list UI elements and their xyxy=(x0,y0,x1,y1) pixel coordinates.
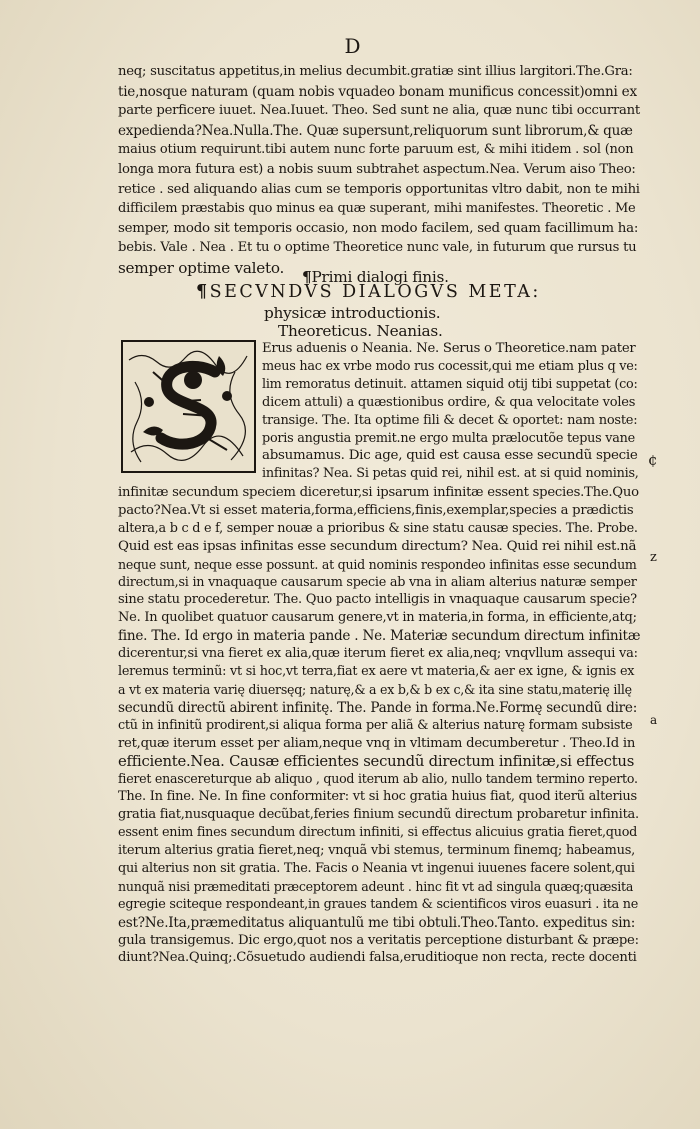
interlocutors: Theoreticus. Neanias. xyxy=(278,322,443,340)
text-line: directum,si in vnaquaque causarum specie ab vna in aliam alterius naturæ semper xyxy=(118,574,637,590)
text-line: fine. The. Id ergo in materia pande . Ne. Materiæ secundum directum infinitæ xyxy=(118,628,641,645)
text-line: meus hac ex vrbe modo rus cocessit,qui me etiam plus q ve: xyxy=(262,358,638,374)
text-line: tie,nosque naturam (quam nobis vquadeo bonam munificus concessit)omni ex xyxy=(118,83,637,100)
decorated-initial-s xyxy=(121,340,256,473)
text-line: iterum alterius gratia fieret,neq; vnquã vbi stemus, terminum finemq; habeamus, xyxy=(118,843,636,858)
text-line: altera,a b c d e f, semper nouæ a prioribus & sine statu causæ species. The. Probe. xyxy=(118,520,638,536)
text-line: semper optime valeto. xyxy=(118,259,285,277)
pilcrow-icon: ¶ xyxy=(196,282,210,302)
text-line: essent enim fines secundum directum infiniti, si effectus alicuius gratia fieret,quod xyxy=(118,825,638,841)
text-line: nunquã nisi præmeditati præceptorem adeunt . hinc fit vt ad singula quæq;quæsita xyxy=(118,878,634,894)
text-line: longa mora futura est) a nobis suum subtrahet aspectum.Nea. Verum aiso Theo: xyxy=(118,162,636,177)
text-line: secundũ directũ abirent infinitę. The. Pande in forma.Ne.Formę secundũ dire: xyxy=(118,699,638,716)
text-line: gula transigemus. Dic ergo,quot nos a veritatis perceptione disturbant & præpe: xyxy=(118,932,639,948)
text-line: efficiente.Nea. Causæ efficientes secundũ directum infinitæ,si effectus xyxy=(118,752,635,770)
margin-mark: z xyxy=(650,550,657,565)
text-line: difficilem præstabis quo minus ea quæ superant, mihi manifestes. Theoretic . Me xyxy=(118,201,636,217)
text-line: retice . sed aliquando alias cum se temporis opportunitas vltro dabit, non te mihi xyxy=(118,181,640,197)
text-line: Erus aduenis o Neania. Ne. Serus o Theoretice.nam pater xyxy=(262,341,636,356)
text-line: pacto?Nea.Vt si esset materia,forma,efficiens,finis,exemplar,species a prædictis xyxy=(118,502,634,518)
margin-mark: a xyxy=(650,713,658,727)
text-line: Ne. In quolibet quatuor causarum genere,vt in materia,in forma, in efficiente,atq; xyxy=(118,610,637,626)
text-line: Quid est eas ipsas infinitas esse secundum directum? Nea. Quid rei nihil est.nã xyxy=(118,538,637,554)
text-line: fieret enascereturque ab aliquo , quod iterum ab alio, nullo tandem termino reperto. xyxy=(118,771,638,787)
text-line: egregie sciteque respondeant,in graues tandem & scientificos viros euasuri . ita ne xyxy=(118,896,639,912)
text-line: ret,quæ iterum esset per aliam,neque vnq in vltimam decumberetur . Theo.Id in xyxy=(118,735,636,751)
text-line: qui alterius non sit gratia. The. Facis o Neania vt ingenui iuuenes facere solent,qui xyxy=(118,860,635,876)
text-line: bebis. Vale . Nea . Et tu o optime Theoretice nunc vale, in futurum que rursus tu xyxy=(118,240,637,256)
text-line: gratia fiat,nusquaque decũbat,feries finium secundũ directum probaretur infinita. xyxy=(118,807,639,823)
text-line: sine statu procederetur. The. Quo pacto intelligis in vnaquaque causarum specie? xyxy=(118,592,637,608)
end-note: ¶Primi dialogi finis. xyxy=(302,268,449,286)
text-line: expedienda?Nea.Nulla.The. Quæ supersunt,reliquorum sunt librorum,& quæ xyxy=(118,122,633,139)
text-line: neq; suscitatus appetitus,in melius decumbit.gratiæ sint illius largitori.The.Gra: xyxy=(118,64,633,79)
pilcrow-icon: ¶ xyxy=(302,268,312,286)
text-line: infinitæ secundum speciem diceretur,si ipsarum infinitæ essent species.The.Quo xyxy=(118,485,639,500)
text-line: dicem attuli) a quæstionibus ordire, & qua velocitate voles xyxy=(262,394,636,410)
woodcut-initial-icon xyxy=(123,342,254,471)
text-line: dicerentur,si vna fieret ex alia,quæ iterum fieret ex alia,neq; vnqvllum assequi va: xyxy=(118,646,638,662)
text-line: neque sunt, neque esse possunt. at quid nominis respondeo infinitas esse secundum xyxy=(118,556,637,572)
text-line: parte perficere iuuet. Nea.Iuuet. Theo. Sed sunt ne alia, quæ nunc tibi occurrant xyxy=(118,103,640,119)
text-line: semper, modo sit temporis occasio, non modo facilem, sed quam facillimum ha: xyxy=(118,220,639,236)
text-line: poris angustia premit.ne ergo multa prælocutõe tepus vane xyxy=(262,430,635,446)
text-line: lim remoratus detinuit. attamen siquid otij tibi suppetat (co: xyxy=(262,376,638,392)
section-subheading: physicæ introductionis. xyxy=(264,304,441,322)
text-line: est?Ne.Ita,præmeditatus aliquantulũ me tibi obtuli.Theo.Tanto. expeditus sin: xyxy=(118,914,636,931)
text-line: absumamus. Dic age, quid est causa esse secundũ specie xyxy=(262,448,638,464)
text-line: a vt ex materia varię diuersęq; naturę,& a ex b,& b ex c,& ita sine statu,materię illę xyxy=(118,681,632,697)
section-heading: ¶SECVNDVS DIALOGVS META: xyxy=(196,282,541,302)
text-line: diunt?Nea.Quinq;.Cõsuetudo audiendi falsa,eruditioque non recta, recte docenti xyxy=(118,950,637,966)
text-line: ctũ in infinitũ prodirent,si aliqua forma per aliã & alterius naturę formam subsiste xyxy=(118,717,633,733)
text-line: maius otium requirunt.tibi autem nunc forte paruum est, & mihi itidem . sol (non xyxy=(118,142,634,158)
text-line: infinitas? Nea. Si petas quid rei, nihil est. at si quid nominis, xyxy=(262,466,639,482)
text-line: transige. The. Ita optime fili & decet & oportet: nam noste: xyxy=(262,412,638,428)
text-line: The. In fine. Ne. In fine conformiter: vt si hoc gratia huius fiat, quod iterũ alterius xyxy=(118,789,637,805)
margin-mark: ¢ xyxy=(648,451,658,469)
text-line: leremus terminũ: vt si hoc,vt terra,fiat ex aere vt materia,& aer ex igne, & ignis ex xyxy=(118,664,635,679)
signature-mark: D xyxy=(344,34,362,58)
